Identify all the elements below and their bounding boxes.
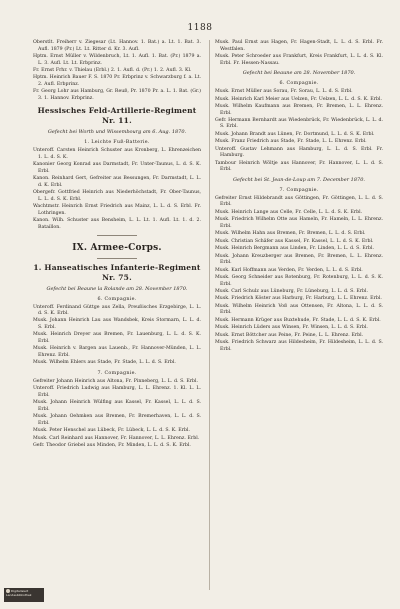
list-item: Musk. Heinrich v. Bargen aus Lauenb., Fr. Hannover-Münden, L. L. Ehrenz. Erbl. (33, 346, 201, 358)
list-item: Unteroff. Carsten Heinrich Schuster aus Kronberg, L. Ehrenzeichen 1. L. d. S. K. (33, 148, 201, 161)
list-item: Musk. Friedrich Köster aus Harburg, Fr. Harburg, L. L. Ehrenz. Erbl. (215, 296, 382, 302)
section-rule (97, 258, 137, 259)
list-item: Kanonier Georg Konrad aus Darmstadt, Fr. Unter-Taunus, L. d. S. K. Erbl. (33, 162, 201, 175)
list-item: Musk. Johann Oehmken aus Bremen, Fr. Bremerhaven, L. L. d. S. Erbl. (33, 414, 201, 426)
list-item: Unteroff. Ferdinand Güttge aus Zella, Preußisches Erzgebirge, L. L. d. S. K. Erbl. (33, 304, 201, 317)
right-column (215, 40, 383, 354)
list-item: Musk. Heinrich Dreyer aus Bremen, Fr. Lauenburg, L. L. d. S. K. Erbl. (33, 332, 201, 345)
section-subtitle-artillery: Gefecht bei Worth und Wissembourg am 6. Aug. 1870. (47, 129, 187, 136)
list-item: Musk. Johann Heinrich Lau aus Wandsbek, Kreis Stormarn, L. L. d. S. Erbl. (33, 318, 201, 331)
list-item: Musk. Johann Brandt aus Lünen, Fr. Dortmund, L. L. d. S. K. Erbl. (215, 131, 375, 137)
section-title-artillery: Hessisches Feld-Artillerie-Regiment Nr. 11. (37, 106, 197, 126)
left-intro-entries (33, 40, 201, 102)
right-company-6-entries (215, 89, 383, 174)
list-item: Gefreiter Johann Heinrich aus Altona, Fr. Pinneberg, L. L. d. S. Erbl. (33, 378, 199, 384)
battle-heading-right: Gefecht bei Beaune am 28. November 1870. (242, 70, 356, 77)
left-column (33, 40, 201, 451)
list-item: Musk. Johann Kreuzberger aus Bremen, Fr. Bremen, L. L. Ehrenz. Erbl. (215, 253, 383, 266)
list-item: Fr. Ernst Frhr. v. Thielau (Erbl.) 2. 1. Aufl. d. (Pr.) 1. 2. Aufl. 3. Kl. (33, 67, 192, 73)
list-item: Unteroff. Gustav Lehmann aus Hamburg, L. L. d. S. Erbl. Fr. Hamburg. (215, 146, 383, 159)
list-item: Musk. Heinrich Lange aus Celle, Fr. Celle, L. L. d. S. K. Erbl. (215, 209, 363, 215)
company-6-entries (33, 305, 201, 367)
battery-heading: 1. Leichte Fuß-Batterie. (84, 140, 150, 146)
list-item: Musk. Friedrich Wilhelm Otte aus Hameln, Fr. Hameln, L. L. Ehrenz. Erbl. (215, 217, 383, 229)
list-item: Musk. Carl Reinhard aus Hannover, Fr. Hannover, L. L. Ehrenz. Erbl. (33, 435, 200, 441)
list-item: Musk. Wilhelm Heinrich Voß aus Ottensen, Fr. Altona, L. L. d. S. Erbl. (215, 303, 383, 316)
stamp-line-2: Landesbibliothek (6, 592, 32, 597)
list-item: Kanon. Wilh. Schuster aus Bensheim, L. L. Lt. 1. Aufl. Lt. 1. d. 2. Bataillon. (33, 218, 201, 230)
list-item: Musk. Wilhelm Ehlers aus Stade, Fr. Stade, L. L. d. S. Erbl. (33, 360, 176, 366)
list-item: Wachtmstr. Heinrich Ernst Friedrich aus Mainz, L. L. d. S. Erbl. Fr. Lothringen. (33, 204, 201, 216)
list-item: Fr. Georg Lohr aus Hamburg, Gr. Reuß, Pr. 1870 Pr. a. L. 1. Bat. (Gr.) 3. 1. Hannov. Erbprinz. (33, 89, 201, 101)
battle-heading-left: Gefecht bei Beaune la Rolande am 28. November 1870. (46, 285, 188, 292)
library-stamp (4, 588, 44, 602)
page-number: 1188 (187, 23, 213, 33)
list-item: Gefreiter Ernst Hildebrandt aus Göttingen, Fr. Göttingen, L. L. d. S. Erbl. (215, 195, 383, 208)
list-item: Musk. Wilhelm Hahn aus Bremen, Fr. Bremen, L. L. d. S. Erbl. (215, 231, 366, 237)
list-item: Hptm. Ernst Müller v. Wildenbruch, Lt. 1. Aufl. 1. Bat. (Pr.) 1879 a. L. 3. Aufl. Lt. Lt. Erbprinz. (33, 53, 201, 66)
regiment-title: 1. Hanseatisches Infanterie-Regiment Nr. 75. (33, 262, 201, 282)
list-item: Musk. Carl Schulz aus Lüneburg, Fr. Lüneburg, L. L. d. S. Erbl. (215, 289, 369, 294)
list-item: Musk. Christian Schäfer aus Kassel, Fr. Kassel, L. L. d. S. K. Erbl. (215, 238, 374, 244)
list-item: Musk. Hermann Krüger aus Buxtehude, Fr. Stade, L. L. d. S. K. Erbl. (215, 317, 381, 323)
list-item: Gefr. Theodor Griebel aus Minden, Fr. Minden, L. L. d. S. K. Erbl. (33, 443, 191, 449)
list-item: Musk. Heinrich Lüders aus Winsen, Fr. Winsen, L. L. d. S. Erbl. (215, 325, 368, 331)
company-heading-7: 7. Compagnie. (97, 370, 137, 376)
section-title-army-corps: IX. Armee-Corps. (72, 242, 162, 253)
list-item: Musk. Heinrich Karl Meier aus Uelzen, Fr. Uelzen, L. L. d. S. K. Erbl. (215, 96, 382, 102)
section-rule (97, 235, 137, 236)
list-item: Unteroff. Friedrich Ludwig aus Hamburg, L. L. Ehrenz. 1. Kl. L. L. Erbl. (33, 386, 201, 398)
right-company-7-entries (215, 196, 383, 353)
battle-heading-right-2: Gefecht bei St. Jean-de-Loup am 7. December 1870. (233, 176, 365, 183)
company-heading-6: 6. Compagnie. (97, 296, 137, 302)
list-item: Musk. Ernst Böttcher aus Peine, Fr. Peine, L. L. Ehrenz. Erbl. (215, 332, 364, 338)
stamp-line-1: Digitalisiert (11, 589, 29, 593)
list-item: Tambour Heinrich Wöltje aus Hannover, Fr. Hannover, L. L. d. S. Erbl. (215, 160, 383, 173)
company-7-entries (33, 379, 201, 450)
list-item: Musk. Franz Friedrich aus Stade, Fr. Stade, L. L. Ehrenz. Erbl. (215, 139, 367, 145)
list-item: Musk. Karl Hoffmann aus Verden, Fr. Verden, L. L. d. S. Erbl. (215, 267, 363, 273)
artillery-entries (33, 148, 201, 231)
list-item: Musk. Peter Schroeder aus Frankfurt, Kreis Frankfurt, L. L. d. S. Kl. Erbl. Fr. Hessen-Nassau. (215, 53, 383, 66)
list-item: Musk. Ernst Müller aus Sorau, Fr. Sorau, L. L. d. S. Erbl. (215, 89, 353, 95)
list-item: Musk. Paul Ernst aus Hagen, Fr. Hagen-Stadt, L. L. d. S. Erbl. Fr. Westfalen. (215, 40, 383, 52)
list-item: Oberstlt. Freiherr v. Ziegesar (Lt. Hannov. 1. Bat.) a. Lt. 1. Bat. 3. Aufl. 1879 (Pr.) Lt. Lt. Ritter d. Kr. 3. Aufl. (33, 40, 201, 52)
list-item: Musk. Heinrich Bergmann aus Linden, Fr. Linden, L. L. d. S. Erbl. (215, 246, 375, 252)
list-item: Musk. Friedrich Schwarz aus Hildesheim, Fr. Hildesheim, L. L. d. S. Erbl. (215, 340, 383, 352)
company-heading-right-6: 6. Compagnie. (279, 81, 319, 87)
column-divider (209, 40, 210, 590)
company-heading-right-7: 7. Compagnie. (279, 187, 319, 193)
right-intro-entries (215, 40, 383, 67)
list-item: Kanon. Reinhard Gert, Gefreiter aus Bessungen, Fr. Darmstadt, L. L. d. K. Erbl. (33, 176, 201, 188)
list-item: Obergefr. Gottfried Heinrich aus Niederhöchstadt, Fr. Ober-Taunus, L. L. d. S. K. Erbl. (33, 190, 201, 202)
list-item: Musk. Johann Heinrich Wülfing aus Kassel, Fr. Kassel, L. L. d. S. Erbl. (33, 400, 201, 412)
list-item: Musk. Peter Henschel aus Lübeck, Fr. Lübeck, L. L. d. S. K. Erbl. (33, 428, 190, 434)
list-item: Gefr. Hermann Bernhardt aus Wiedenbrück, Fr. Wiedenbrück, L. L. d. S. Erbl. (215, 117, 383, 130)
list-item: Musk. Wilhelm Kaufmann aus Bremen, Fr. Bremen, L. L. Ehrenz. Erbl. (215, 103, 383, 116)
list-item: Hptm. Heinrich Bauer F. S. 1870 Pr. Erbprinz v. Schwarzburg f. a. Lt. 2. Aufl. Erbprinz. (33, 75, 201, 87)
list-item: Musk. Georg Schneider aus Rotenburg, Fr. Rotenburg, L. L. d. S. K. Erbl. (215, 275, 383, 287)
